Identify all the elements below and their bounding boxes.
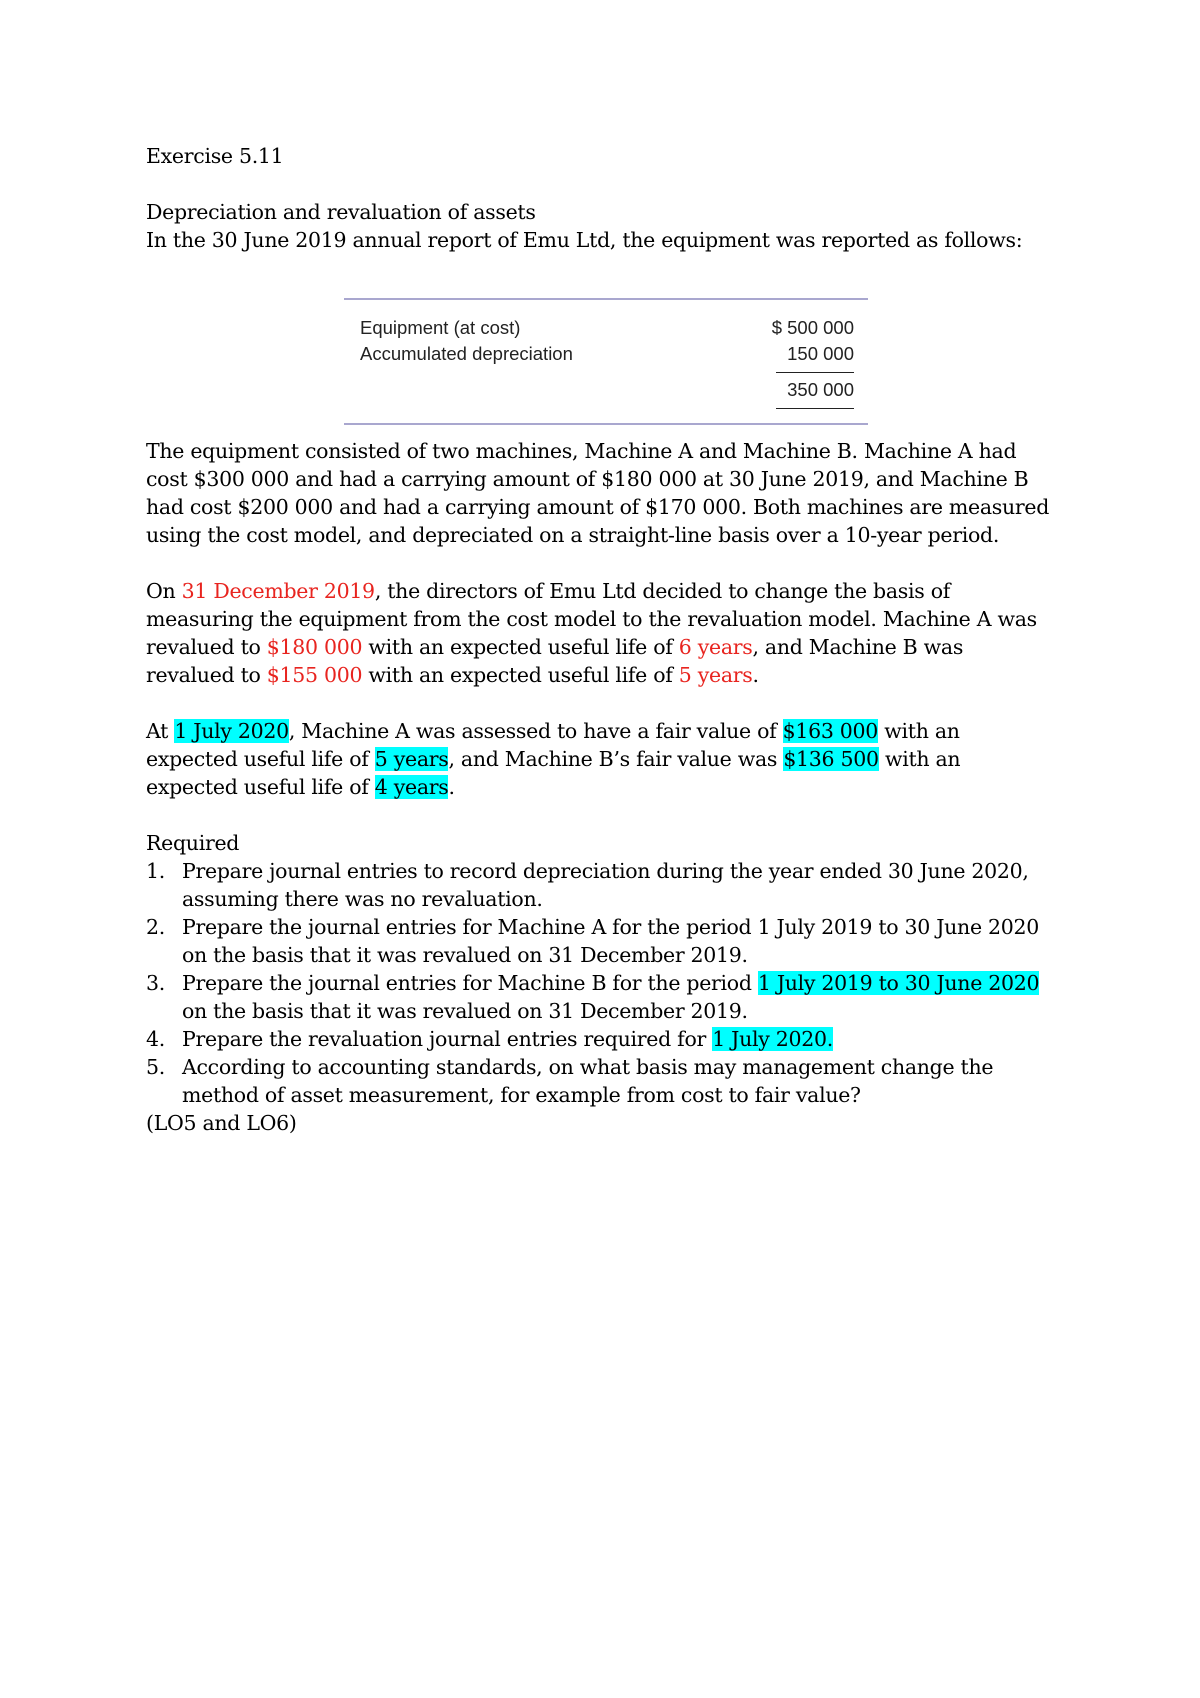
list-item: 5. According to accounting standards, on what basis may management change the method of asset measurement, for example from cost to fair value? xyxy=(146,1055,994,1107)
list-item: 1. Prepare journal entries to record depreciation during the year ended 30 June 2020, assuming there was no revaluation. xyxy=(146,859,1029,911)
intro: In the 30 June 2019 annual report of Emu Ltd, the equipment was reported as follows: xyxy=(146,228,1023,252)
equipment-label: Equipment (at cost) xyxy=(360,317,521,338)
learning-outcomes: (LO5 and LO6) xyxy=(146,1111,297,1135)
required-list xyxy=(146,857,1076,1109)
accumulated-depreciation-label: Accumulated depreciation xyxy=(360,343,573,364)
document-body xyxy=(146,142,1076,1137)
exercise-title: Exercise 5.11 xyxy=(146,144,284,168)
heading: Depreciation and revaluation of assets xyxy=(146,200,536,224)
accumulated-depreciation-value: 150 000 xyxy=(787,343,854,364)
carrying-amount-value: 350 000 xyxy=(787,379,854,400)
equipment-value: $ 500 000 xyxy=(771,317,854,338)
paragraph-equipment: The equipment consisted of two machines, Machine A and Machine B. Machine A had cost $300 000 and had a carrying amount of $180 000 at 30 June 2019, and Machine B had cost $200 000 and had a carrying amount of $170 000. Both machines are measured using the cost model, and depreciated on a straight-line basis over a 10-year period. xyxy=(146,439,1050,547)
paragraph-revaluation: On 31 December 2019, the directors of Emu Ltd decided to change the basis of measuring the equipment from the cost model to the revaluation model. Machine A was revalued to $180 000 with an expected useful life of 6 years, and Machine B was revalued to $155 000 with an expected useful life of 5 years. xyxy=(146,579,1037,687)
list-item: 4. Prepare the revaluation journal entries required for 1 July 2020. xyxy=(146,1027,833,1051)
paragraph-fair-value: At 1 July 2020, Machine A was assessed to have a fair value of $163 000 with an expected useful life of 5 years, and Machine B’s fair value was $136 500 with an expected useful life of 4 years. xyxy=(146,719,961,799)
red-date: 31 December 2019 xyxy=(181,579,375,603)
list-item: 2. Prepare the journal entries for Machine A for the period 1 July 2019 to 30 June 2020 on the basis that it was revalued on 31 December 2019. xyxy=(146,915,1039,967)
list-item: 3. Prepare the journal entries for Machine B for the period 1 July 2019 to 30 June 2020 on the basis that it was revalued on 31 December 2019. xyxy=(146,971,1040,1023)
required-label: Required xyxy=(146,831,240,855)
